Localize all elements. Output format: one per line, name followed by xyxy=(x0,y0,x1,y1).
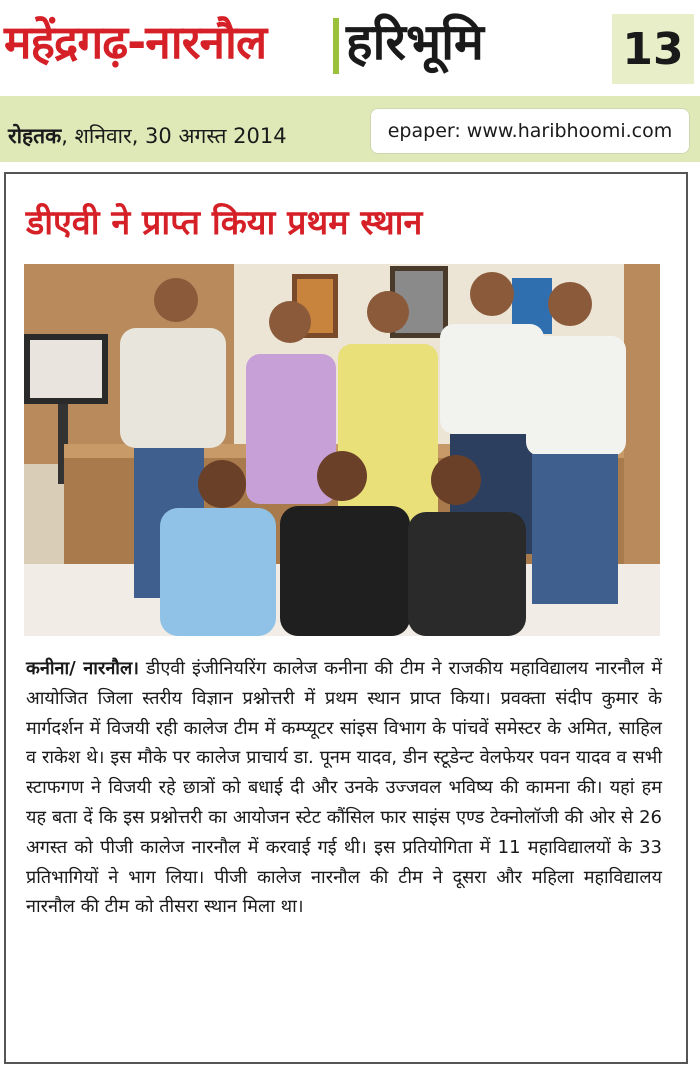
masthead xyxy=(0,0,700,88)
dateline-date: , शनिवार, 30 अगस्त 2014 xyxy=(61,124,287,148)
article-headline: डीएवी ने प्राप्त किया प्रथम स्थान xyxy=(26,203,423,243)
dateline xyxy=(8,122,287,150)
article-lead: कनीना/ नारनौल। xyxy=(26,658,139,679)
group-photo-illustration xyxy=(24,264,660,636)
article-body xyxy=(26,654,662,922)
epaper-url: epaper: www.haribhoomi.com xyxy=(370,108,690,154)
masthead-divider xyxy=(333,18,339,74)
dateline-place: रोहतक xyxy=(8,124,62,148)
article-photo xyxy=(24,264,660,636)
newspaper-brand-logo: हरिभूमि xyxy=(346,13,484,71)
article-body-text: डीएवी इंजीनियरिंग कालेज कनीना की टीम ने राजकीय महाविद्यालय नारनौल में आयोजित जिला स्तरीय विज्ञान प्रश्नोत्तरी में प्रथम स्थान प्राप्त किया। प्रवक्ता संदीप कुमार के मार्गदर्शन में विजयी रही कालेज टीम में कम्प्यूटर सांइस विभाग के पांचवें समेस्टर के अमित, साहिल व राकेश थे। इस मौके पर कालेज प्राचार्य डा. पूनम यादव, डीन स्टूडेन्ट वेलफेयर पवन यादव व सभी स्टाफगण ने विजयी रहे छात्रों को बधाई दी और उनके उज्जवल भविष्य की कामना की। यहां हम यह बता दें कि इस प्रश्नोत्तरी का आयोजन स्टेट कौंसिल फार साइंस एण्ड टेक्नोलॉजी की ओर से 26 अगस्त को पीजी कालेज नारनौल में करवाई गई थी। इस प्रतियोगिता में 11 महाविद्यालयों के 33 प्रतिभागियों ने भाग लिया। पीजी कालेज नारनौल की टीम ने दूसरा और महिला महाविद्यालय नारनौल की टीम को तीसरा स्थान मिला था। xyxy=(26,658,662,918)
section-title: महेंद्रगढ़-नारनौल xyxy=(4,15,267,69)
page-number: 13 xyxy=(612,14,694,84)
